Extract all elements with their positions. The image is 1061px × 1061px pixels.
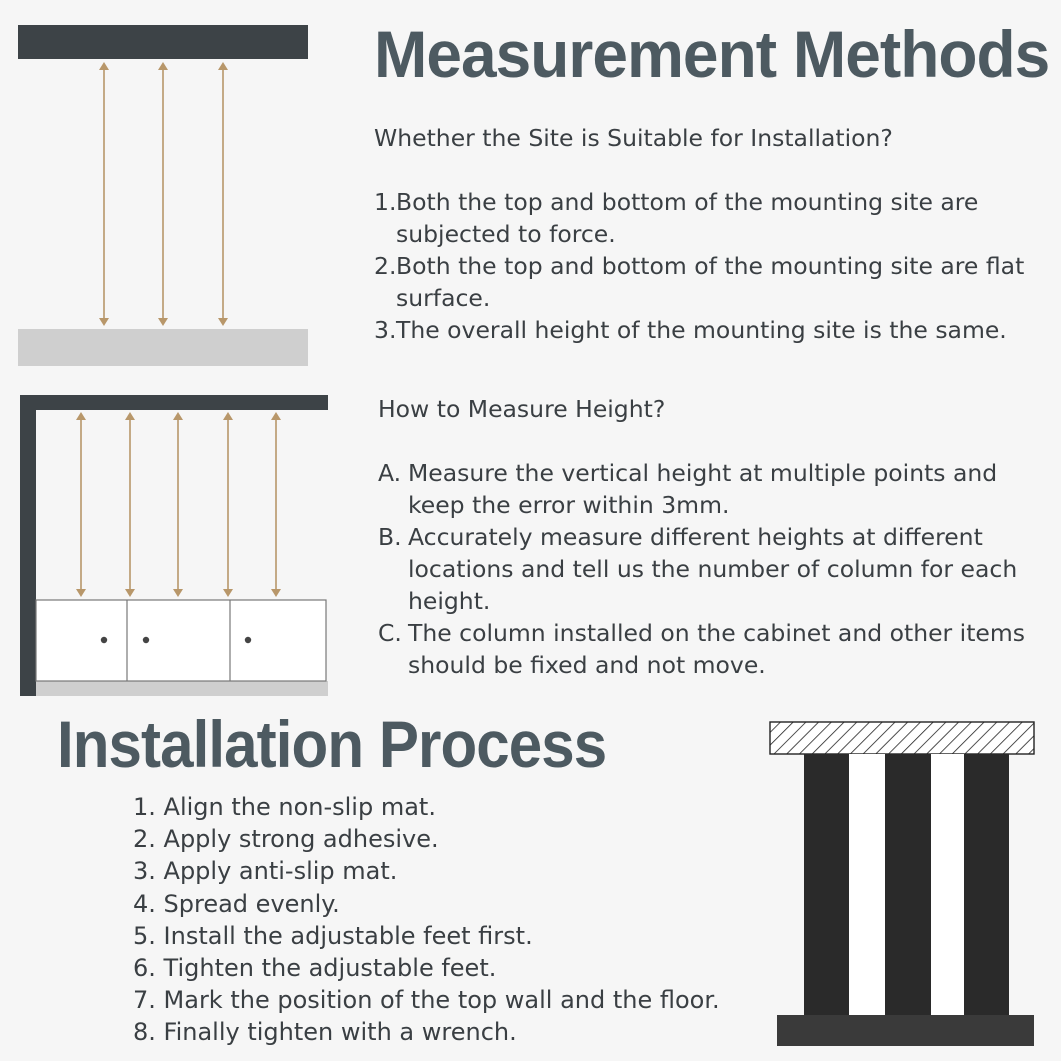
ceiling-bar [18,25,308,59]
installation-step: 1. Align the non-slip mat. [133,793,436,821]
height-measure-section [378,393,1025,681]
site-suitability-section [374,122,1024,346]
installation-step: 3. Apply anti-slip mat. [133,857,398,886]
column [804,754,849,1016]
site-question: Whether the Site is Suitable for Installation? [374,124,893,152]
floor-bar [18,329,308,366]
cabinet-height-arrows-diagram [0,380,340,710]
installation-step: 6. Tighten the adjustable feet. [133,954,497,983]
installation-step: 7. Mark the position of the top wall and the floor. [133,986,720,1015]
ceiling-floor-arrows-diagram [0,0,340,380]
cabinet [36,600,326,681]
site-point: 1. Both the top and bottom of the mounting site are subjected to force. [374,188,979,248]
columns-installation-diagram [760,712,1050,1057]
side-wall [20,395,36,696]
installation-process-title: Installation Process [57,707,607,781]
installation-step: 2. Apply strong adhesive. [133,825,439,854]
floor-base [777,1015,1034,1046]
installation-step: 5. Install the adjustable feet first. [133,921,533,950]
cabinet-knob [143,637,149,643]
height-point: B. Accurately measure different heights at different locations and tell us the number of column for each height. [378,523,1018,615]
cabinet-knob [245,637,251,643]
cabinet-knob [101,637,107,643]
site-point: 3. The overall height of the mounting site is the same. [374,316,1007,344]
column-gap [931,754,964,1016]
installation-step: 8. Finally tighten with a wrench. [133,1018,517,1047]
floor-strip [36,681,328,696]
installation-steps-list [133,791,720,1049]
installation-step: 4. Spread evenly. [133,889,340,918]
height-point: C. The column installed on the cabinet and other items should be fixed and not move. [378,619,1026,679]
height-point: A. Measure the vertical height at multiple points and keep the error within 3mm. [378,459,998,519]
top-wall [20,395,328,410]
height-question: How to Measure Height? [378,395,666,423]
column [964,754,1009,1016]
column-gap [849,754,885,1016]
site-point: 2. Both the top and bottom of the mounting site are flat surface. [374,252,1025,312]
measurement-methods-title: Measurement Methods [374,17,1050,91]
column [885,754,931,1016]
